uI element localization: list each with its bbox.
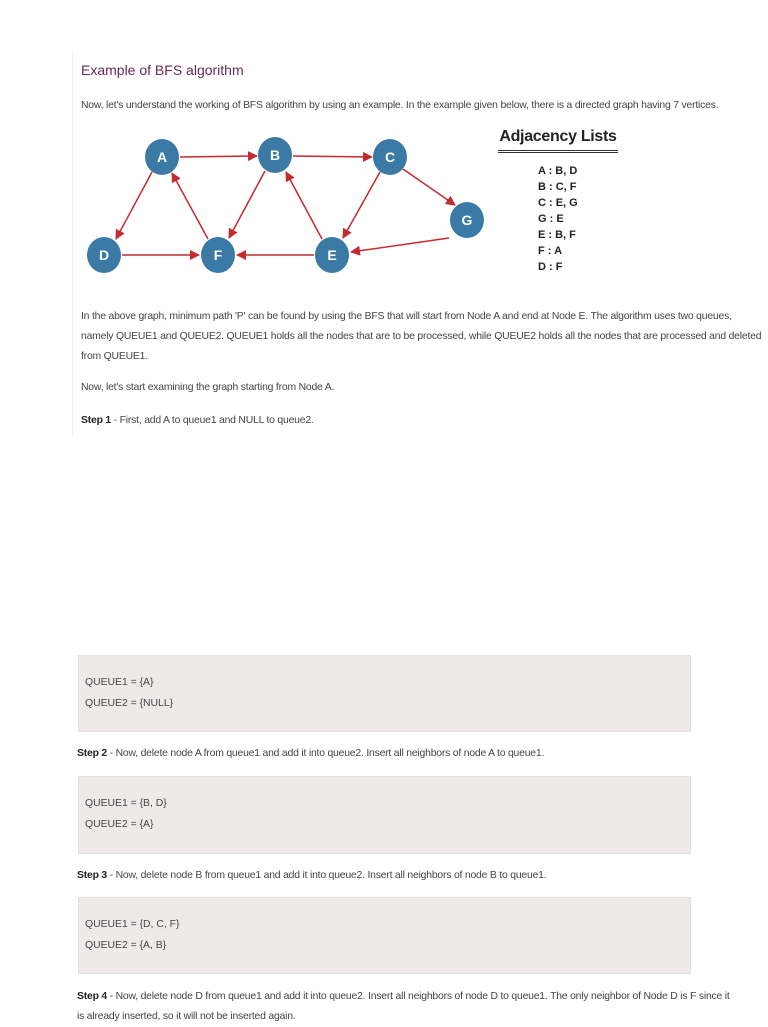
queue-state-box-1 <box>78 655 691 732</box>
svg-text:C: C <box>384 149 396 165</box>
adjacency-item: F : A <box>538 245 563 257</box>
adjacency-item: B : C, F <box>538 181 577 193</box>
graph-node-f <box>201 237 235 273</box>
step-text: - Now, delete node A from queue1 and add it into queue2. Insert all neighbors of node A to queue1. <box>106 748 545 759</box>
queue1-value: QUEUE1 = {A} <box>85 677 154 688</box>
graph-node-a <box>145 139 179 175</box>
svg-text:A: A <box>156 149 168 165</box>
queue2-value: QUEUE2 = {NULL} <box>85 698 174 709</box>
queue2-value: QUEUE2 = {A} <box>85 819 154 830</box>
svg-text:D: D <box>98 247 110 263</box>
svg-text:G: G <box>461 212 473 228</box>
start-text: Now, let's start examining the graph starting from Node A. <box>81 382 335 393</box>
queue2-value: QUEUE2 = {A, B} <box>85 940 167 951</box>
graph-node-c <box>373 139 407 175</box>
graph-node-e <box>315 237 349 273</box>
adjacency-item: G : E <box>538 213 564 225</box>
adjacency-title: Adjacency Lists <box>498 128 618 153</box>
graph-node-b <box>258 137 292 173</box>
step-4 <box>77 987 730 1027</box>
queue1-value: QUEUE1 = {D, C, F} <box>85 919 180 930</box>
step-label: Step 1 <box>81 415 111 426</box>
step-label: Step 3 <box>77 870 107 881</box>
step-text: - Now, delete node D from queue1 and add it into queue2. Insert all neighbors of node D to queue1. The only neighbor of Node D is F since it <box>106 991 730 1002</box>
step-3 <box>77 866 546 886</box>
step-text-continued: is already inserted, so it will not be inserted again. <box>77 1011 296 1022</box>
step-1 <box>81 411 314 431</box>
adjacency-item: C : E, G <box>538 197 578 209</box>
svg-text:B: B <box>269 147 281 163</box>
step-text: - Now, delete node B from queue1 and add it into queue2. Insert all neighbors of node B to queue1. <box>106 870 547 881</box>
step-2 <box>77 744 544 764</box>
explanation-line: namely QUEUE1 and QUEUE2. QUEUE1 holds all the nodes that are to be processed, while QUEUE2 holds all the nodes that are processed and deleted <box>81 331 762 342</box>
bfs-graph-diagram <box>80 130 490 275</box>
step-label: Step 4 <box>77 991 107 1002</box>
adjacency-item: A : B, D <box>538 165 578 177</box>
svg-text:E: E <box>327 247 337 263</box>
queue-state-box-2 <box>78 776 691 854</box>
queue-state-box-3 <box>78 897 691 974</box>
explanation-line: from QUEUE1. <box>81 351 148 362</box>
explanation-paragraph <box>81 307 761 367</box>
graph-node-d <box>87 237 121 273</box>
step-label: Step 2 <box>77 748 107 759</box>
section-heading: Example of BFS algorithm <box>81 62 244 78</box>
explanation-line: In the above graph, minimum path 'P' can be found by using the BFS that will start from Node A and end at Node E. The algorithm uses two queues, <box>81 311 732 322</box>
intro-text: Now, let's understand the working of BFS algorithm by using an example. In the example given below, there is a directed graph having 7 vertices. <box>81 100 719 111</box>
adjacency-lists <box>498 128 618 275</box>
queue1-value: QUEUE1 = {B, D} <box>85 798 167 809</box>
graph-node-g <box>450 202 484 238</box>
svg-text:F: F <box>213 247 223 263</box>
step-text: - First, add A to queue1 and NULL to queue2. <box>110 415 314 426</box>
adjacency-item: D : F <box>538 261 563 273</box>
adjacency-item: E : B, F <box>538 229 576 241</box>
adjacency-list <box>498 163 618 275</box>
